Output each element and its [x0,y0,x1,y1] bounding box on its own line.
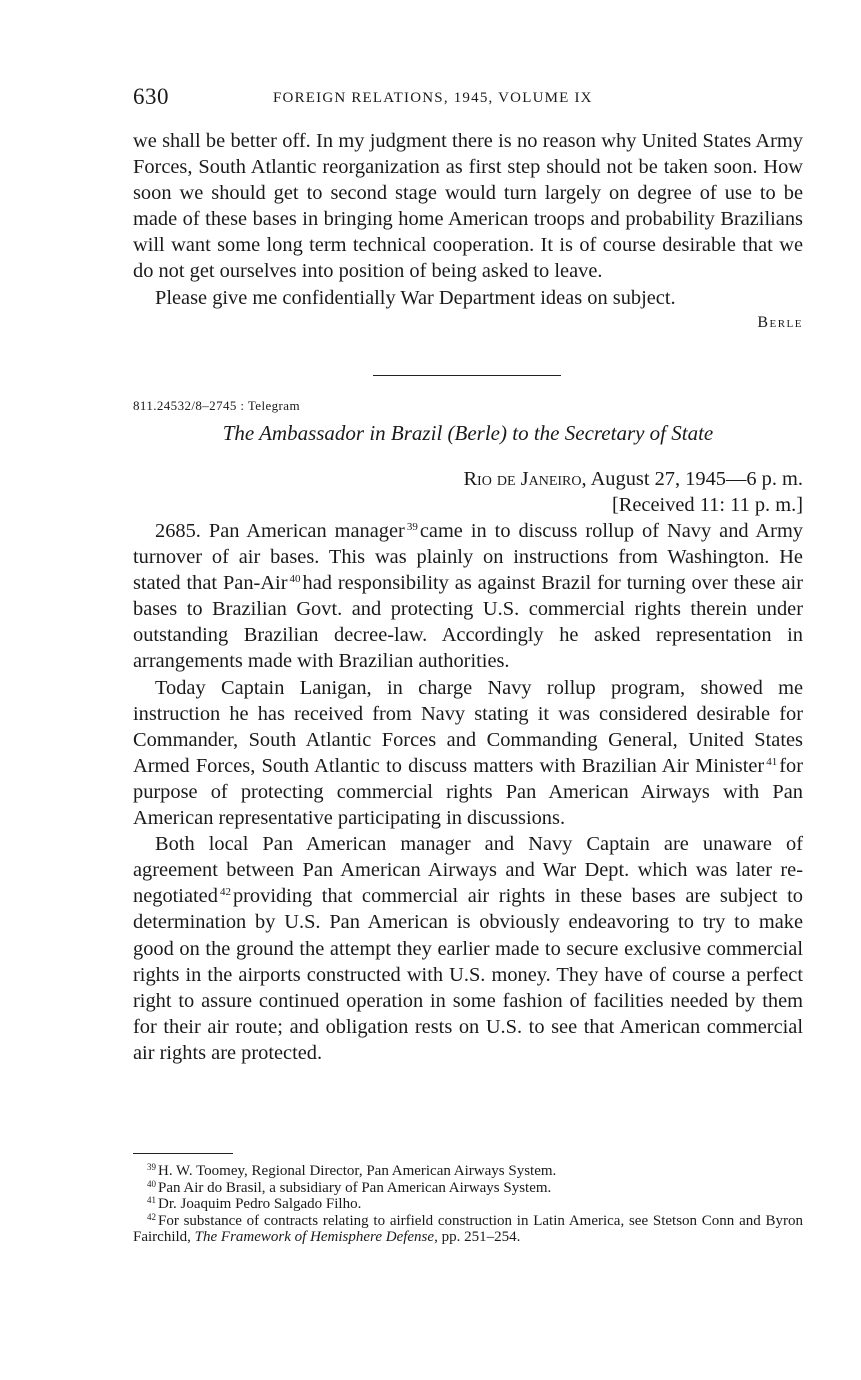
footnote-divider [133,1153,233,1154]
footnote: $^{42}$ For substance of contracts relating to airfield construction in Latin America, see Stetson Conn and Byron Fairchild, The Framework of Hemisphere Defense, pp. 251–254. [133,1211,803,1246]
body-paragraph: we shall be better off. In my judgment there is no reason why United States Army Forces, South Atlantic reorganization as first step should not be taken soon. How soon we should get to second stage would turn largely on degree of use to be made of these bases in bringing home American troops and probability Brazilians will want some long term technical cooperation. It is of course desirable that we do not get ourselves into position of being asked to leave. [133,130,803,283]
footnote-marker[interactable]: 42 [219,886,231,899]
place-name: Rio de Janeiro [463,468,582,490]
footnote-number: 39 [147,1162,156,1172]
running-title: FOREIGN RELATIONS, 1945, VOLUME IX [273,90,593,106]
date-sent [463,466,803,492]
previous-telegram-end [133,128,803,335]
book-title: The Framework of Hemisphere Defense [194,1229,435,1246]
footnote: $^{40}$ Pan Air do Brasil, a subsidiary of Pan American Airways System. [147,1178,552,1196]
telegram-body [133,518,803,1066]
footnote-number: 42 [147,1211,156,1222]
footnote-marker[interactable]: 40 [289,573,301,586]
footnote-marker[interactable]: 39 [406,521,418,533]
document-reference: 811.24532/8–2745 : Telegram [133,398,300,413]
footnotes [133,1163,803,1246]
signature: Berle [757,313,803,331]
footnote: $^{41}$ Dr. Joaquim Pedro Salgado Filho. [147,1195,362,1213]
page-number: 630 [133,84,169,109]
date-received: [Received 11: 11 p. m.] [611,494,803,516]
footnote-number: 40 [147,1178,156,1189]
title-text: ) to the Secretary of State [500,421,714,445]
body-paragraph: Please give me confidentially War Department ideas on subject. [155,286,676,309]
dateline [463,466,803,518]
page-header [133,84,803,114]
footnote-marker[interactable]: 41 [766,755,778,768]
body-paragraph: Both local Pan American manager and Navy Captain are unaware of agreement between Pan American Airways and War Dept. which was later re-negotiated $^{42}$providing that commercial air rights in these bases are subject to determination by U.S. Pan American is obviously endeavoring to try to make good on the ground the attempt they earlier made to secure exclusive commercial rights in the airports constructed with U.S. money. They have of course a perfect right to assure continued operation in some fashion of facilities needed by them for their air route; and obligation rests on U.S. to see that American commercial air rights are protected. [133,833,803,1064]
title-name: Berle [454,421,501,445]
title-text: The Ambassador in Brazil ( [222,421,455,445]
section-divider [373,375,561,376]
body-paragraph: Today Captain Lanigan, in charge Navy rollup program, showed me instruction he has received from Navy stating it was considered desirable for Commander, South Atlantic Forces and Commanding General, United States Armed Forces, South Atlantic to discuss matters with Brazilian Air Minister $^{41}$for purpose of protecting commercial rights Pan American Airways with Pan American representative participating in discussions. [133,676,803,830]
document-title [133,421,803,446]
body-paragraph: 2685. Pan American manager $^{39}$came in to discuss rollup of Navy and Army turnover of air bases. This was plainly on instructions from Washington. He stated that Pan-Air $^{40}$had responsibility as against Brazil for turning over these air bases to Brazilian Govt. and protecting U.S. commercial rights therein under outstanding Brazilian decree-law. Accordingly he asked representation in arrangements made with Brazilian authorities. [133,520,804,673]
footnote-number: 41 [147,1195,156,1206]
send-date: , August 27, 1945—6 p. m. [581,468,803,490]
footnote: $^{39}$ H. W. Toomey, Regional Director, Pan American Airways System. [147,1162,557,1179]
